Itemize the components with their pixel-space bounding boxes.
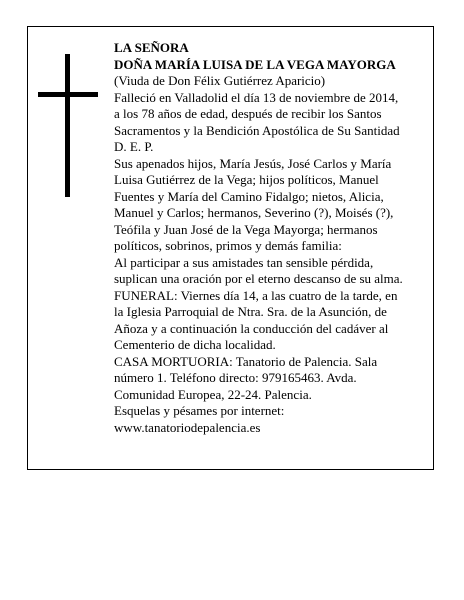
obituary-text — [114, 40, 430, 436]
heading: LA SEÑORA — [114, 40, 189, 55]
mortuary-line: número 1. Teléfono directo: 979165463. Avda. — [114, 370, 357, 385]
deceased-name: DOÑA MARÍA LUISA DE LA VEGA MAYORGA — [114, 56, 396, 72]
family-line: políticos, sobrinos, primos y demás familia: — [114, 238, 342, 253]
death-line: D. E. P. — [114, 139, 154, 154]
death-line: Falleció en Valladolid el día 13 de noviembre de 2014, — [114, 89, 399, 105]
funeral-line: FUNERAL: Viernes día 14, a las cuatro de la tarde, en — [114, 287, 398, 303]
family-line: Sus apenados hijos, María Jesús, José Carlos y María — [114, 155, 392, 171]
funeral-line: la Iglesia Parroquial de Ntra. Sra. de la Asunción, de — [114, 304, 387, 319]
family-line: Luisa Gutiérrez de la Vega; hijos políticos, Manuel — [114, 172, 379, 187]
website-url: www.tanatoriodepalencia.es — [114, 419, 261, 435]
request-line: Al participar a sus amistades tan sensible pérdida, — [114, 254, 374, 270]
family-line: Manuel y Carlos; hermanos, Severino (?), Moisés (?), — [114, 205, 394, 220]
online-condolences-line: Esquelas y pésames por internet: — [114, 403, 285, 418]
obituary-notice — [27, 26, 434, 470]
request-line: suplican una oración por el eterno descanso de su alma. — [114, 271, 403, 286]
death-line: a los 78 años de edad, después de recibir los Santos — [114, 106, 382, 121]
cross-vertical-bar — [65, 54, 70, 197]
funeral-line: Cementerio de dicha localidad. — [114, 337, 276, 352]
cross-icon — [38, 54, 98, 197]
family-line: Fuentes y María del Camino Fidalgo; nietos, Alicia, — [114, 188, 384, 204]
family-line: Teófila y Juan José de la Vega Mayorga; hermanos — [114, 221, 378, 237]
death-line: Sacramentos y la Bendición Apostólica de Su Santidad — [114, 122, 400, 138]
widow-of: (Viuda de Don Félix Gutiérrez Aparicio) — [114, 73, 326, 88]
cross-horizontal-bar — [38, 92, 98, 97]
mortuary-line: CASA MORTUORIA: Tanatorio de Palencia. Sala — [114, 353, 378, 369]
mortuary-line: Comunidad Europea, 22-24. Palencia. — [114, 386, 312, 402]
funeral-line: Añoza y a continuación la conducción del cadáver al — [114, 320, 389, 336]
